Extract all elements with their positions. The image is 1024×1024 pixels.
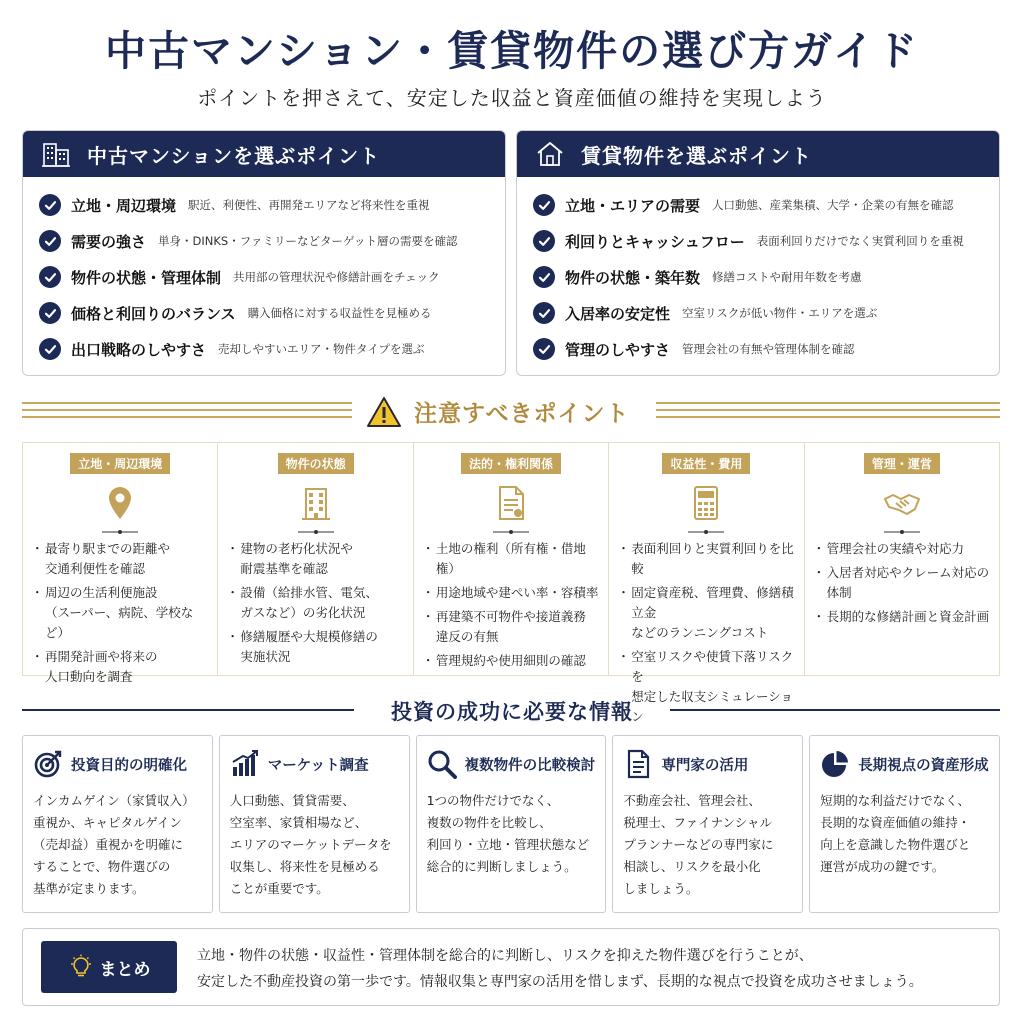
info-tiles <box>22 735 1000 913</box>
tile-title: 複数物件の比較検討 <box>464 757 596 774</box>
caution-item: ・ 再開発計画や将来の 人口動向を調査 <box>35 647 211 687</box>
point-title: 出口戦略のしやすさ <box>71 340 207 359</box>
tile-body: 短期的な利益だけでなく、 長期的な資産価値の維持・ 向上を意識した物件選びと 運営が成功の鍵です。 <box>820 793 971 874</box>
check-icon <box>533 338 555 360</box>
caution-heading <box>366 395 630 428</box>
tile-title: 長期視点の資産形成 <box>858 757 989 774</box>
point-item <box>39 187 505 223</box>
caution-item: ・ 再建築不可物件や接道義務 違反の有無 <box>426 607 602 647</box>
caution-list <box>817 539 993 631</box>
house-icon <box>535 139 565 169</box>
check-icon <box>533 302 555 324</box>
summary-label: まとめ <box>99 959 151 980</box>
point-description: 人口動態、産業集積、大学・企業の有無を確認 <box>712 198 954 212</box>
point-item <box>533 223 999 259</box>
point-title: 物件の状態・管理体制 <box>71 268 222 287</box>
point-item <box>533 187 999 223</box>
point-list <box>517 177 999 367</box>
pie-chart-icon <box>820 749 850 779</box>
info-tile <box>416 735 607 913</box>
point-item <box>533 331 999 367</box>
point-item <box>39 259 505 295</box>
check-icon <box>39 230 61 252</box>
point-title: 物件の状態・築年数 <box>565 268 701 287</box>
small-divider <box>493 529 529 535</box>
point-title: 立地・エリアの需要 <box>565 196 701 215</box>
caution-column <box>217 442 412 676</box>
page-title: 中古マンション・賃貸物件の選び方ガイド <box>105 27 919 75</box>
caution-item: ・ 用途地域や建ぺい率・容積率 <box>426 583 602 603</box>
small-divider <box>688 529 724 535</box>
calculator-icon <box>686 483 726 523</box>
tile-header <box>33 746 202 782</box>
point-description: 表面利回りだけでなく実質利回りを重視 <box>756 234 964 248</box>
warning-icon <box>366 396 402 428</box>
point-item <box>39 295 505 331</box>
point-description: 売却しやすいエリア・物件タイプを選ぶ <box>218 342 425 356</box>
lightbulb-icon <box>68 954 94 980</box>
caution-column <box>804 442 1000 676</box>
tile-header <box>230 746 399 782</box>
card-heading: 中古マンションを選ぶポイント <box>87 143 381 168</box>
location-pin-icon <box>100 483 140 523</box>
magnifier-icon <box>427 749 457 779</box>
tile-header <box>427 746 596 782</box>
caution-item: ・ 修繕履歴や大規模修繕の 実施状況 <box>230 627 406 667</box>
category-badge: 法的・権利関係 <box>461 453 561 474</box>
decorative-divider <box>656 402 1000 420</box>
point-title: 価格と利回りのバランス <box>71 304 236 323</box>
small-divider <box>102 529 138 535</box>
card-header <box>23 131 505 177</box>
point-description: 駅近、利便性、再開発エリアなど将来性を重視 <box>188 198 430 212</box>
check-icon <box>39 302 61 324</box>
point-description: 共用部の管理状況や修繕計画をチェック <box>233 270 440 284</box>
info-tile <box>809 735 1000 913</box>
caution-column <box>608 442 803 724</box>
caution-item: ・ 周辺の生活利便施設 （スーパー、病院、学校など） <box>35 583 211 643</box>
point-title: 需要の強さ <box>71 232 147 251</box>
caution-list <box>230 539 406 671</box>
point-title: 入居率の安定性 <box>565 304 671 323</box>
document-icon <box>623 749 653 779</box>
tile-title: マーケット調査 <box>267 757 369 774</box>
tile-body: インカムゲイン（家賃収入） 重視か、キャピタルゲイン （売却益）重視かを明確に することで、物件選びの 基準が定まります。 <box>33 793 195 896</box>
caution-item: ・ 長期的な修繕計画と資金計画 <box>817 607 993 627</box>
caution-item: ・ 管理会社の実績や対応力 <box>817 539 993 559</box>
caution-item: ・ 最寄り駅までの距離や 交通利便性を確認 <box>35 539 211 579</box>
info-heading: 投資の成功に必要な情報 <box>391 700 633 724</box>
caution-item: ・ 建物の老朽化状況や 耐震基準を確認 <box>230 539 406 579</box>
caution-item: ・ 土地の権利（所有権・借地権） <box>426 539 602 579</box>
tile-title: 投資目的の明確化 <box>71 757 187 774</box>
point-item <box>533 259 999 295</box>
handshake-icon <box>882 483 922 523</box>
check-icon <box>533 194 555 216</box>
caution-item: ・ 表面利回りと実質利回りを比較 <box>621 539 797 579</box>
category-badge: 管理・運営 <box>864 453 940 474</box>
point-description: 管理会社の有無や管理体制を確認 <box>682 342 855 356</box>
check-icon <box>533 266 555 288</box>
caution-column <box>22 442 217 684</box>
tile-body: 人口動態、賃貸需要、 空室率、家賃相場など、 エリアのマーケットデータを 収集し、将来性を見極める ことが重要です。 <box>229 793 392 896</box>
card-header <box>517 131 999 177</box>
caution-item: ・ 管理規約や使用細則の確認 <box>426 651 602 671</box>
page-subtitle: ポイントを押さえて、安定した収益と資産価値の維持を実現しよう <box>197 86 827 110</box>
summary-line: 立地・物件の状態・収益性・管理体制を総合的に判断し、リスクを抑えた物件選びを行うことが、 <box>197 948 813 964</box>
small-divider <box>298 529 334 535</box>
info-tile <box>612 735 803 913</box>
check-icon <box>39 338 61 360</box>
summary-line: 安定した不動産投資の第一歩です。情報収集と専門家の活用を惜しまず、長期的な視点で投資を成功させましょう。 <box>197 974 923 990</box>
caution-item: ・ 設備（給排水管、電気、 ガスなど）の劣化状況 <box>230 583 406 623</box>
check-icon <box>533 230 555 252</box>
category-badge: 収益性・費用 <box>662 453 750 474</box>
tile-body: 1つの物件だけでなく、 複数の物件を比較し、 利回り・立地・管理状態など 総合的に判断しましょう。 <box>426 793 590 874</box>
summary-label-box <box>41 941 177 993</box>
target-icon <box>33 749 63 779</box>
point-description: 空室リスクが低い物件・エリアを選ぶ <box>682 306 878 320</box>
tile-title: 専門家の活用 <box>661 757 749 774</box>
category-badge: 立地・周辺環境 <box>70 453 170 474</box>
tile-header <box>623 746 792 782</box>
small-divider <box>884 529 920 535</box>
document-icon <box>491 483 531 523</box>
point-description: 単身・DINKS・ファミリーなどターゲット層の需要を確認 <box>158 234 458 248</box>
rental-property-card <box>516 130 1000 376</box>
bar-chart-icon <box>230 749 260 779</box>
summary-box <box>22 928 1000 1006</box>
check-icon <box>39 266 61 288</box>
point-item <box>39 223 505 259</box>
point-list <box>23 177 505 367</box>
point-description: 修繕コストや耐用年数を考慮 <box>712 270 862 284</box>
info-tile <box>22 735 213 913</box>
card-heading: 賃貸物件を選ぶポイント <box>581 143 812 168</box>
point-title: 立地・周辺環境 <box>71 196 177 215</box>
check-icon <box>39 194 61 216</box>
caution-list <box>35 539 211 691</box>
caution-title: 注意すべきポイント <box>414 401 630 427</box>
point-description: 購入価格に対する収益性を見極める <box>247 306 432 320</box>
building-icon <box>41 139 71 169</box>
used-mansion-card <box>22 130 506 376</box>
caution-item: ・ 空室リスクや使賃下落リスクを 想定した収支シミュレーション <box>621 647 797 727</box>
building-icon <box>296 483 336 523</box>
decorative-divider <box>22 402 352 420</box>
caution-column <box>413 442 608 676</box>
point-item <box>39 331 505 367</box>
tile-header <box>820 746 989 782</box>
point-item <box>533 295 999 331</box>
point-title: 利回りとキャッシュフロー <box>565 232 745 251</box>
category-badge: 物件の状態 <box>278 453 354 474</box>
info-tile <box>219 735 410 913</box>
caution-item: ・ 入居者対応やクレーム対応の 体制 <box>817 563 993 603</box>
tile-body: 不動産会社、管理会社、 税理士、ファイナンシャル プランナーなどの専門家に 相談し、リスクを最小化 しましょう。 <box>623 793 774 896</box>
caution-list <box>426 539 602 675</box>
summary-text <box>197 943 923 995</box>
caution-item: ・ 固定資産税、管理費、修繕積立金 などのランニングコスト <box>621 583 797 643</box>
point-title: 管理のしやすさ <box>565 340 671 359</box>
